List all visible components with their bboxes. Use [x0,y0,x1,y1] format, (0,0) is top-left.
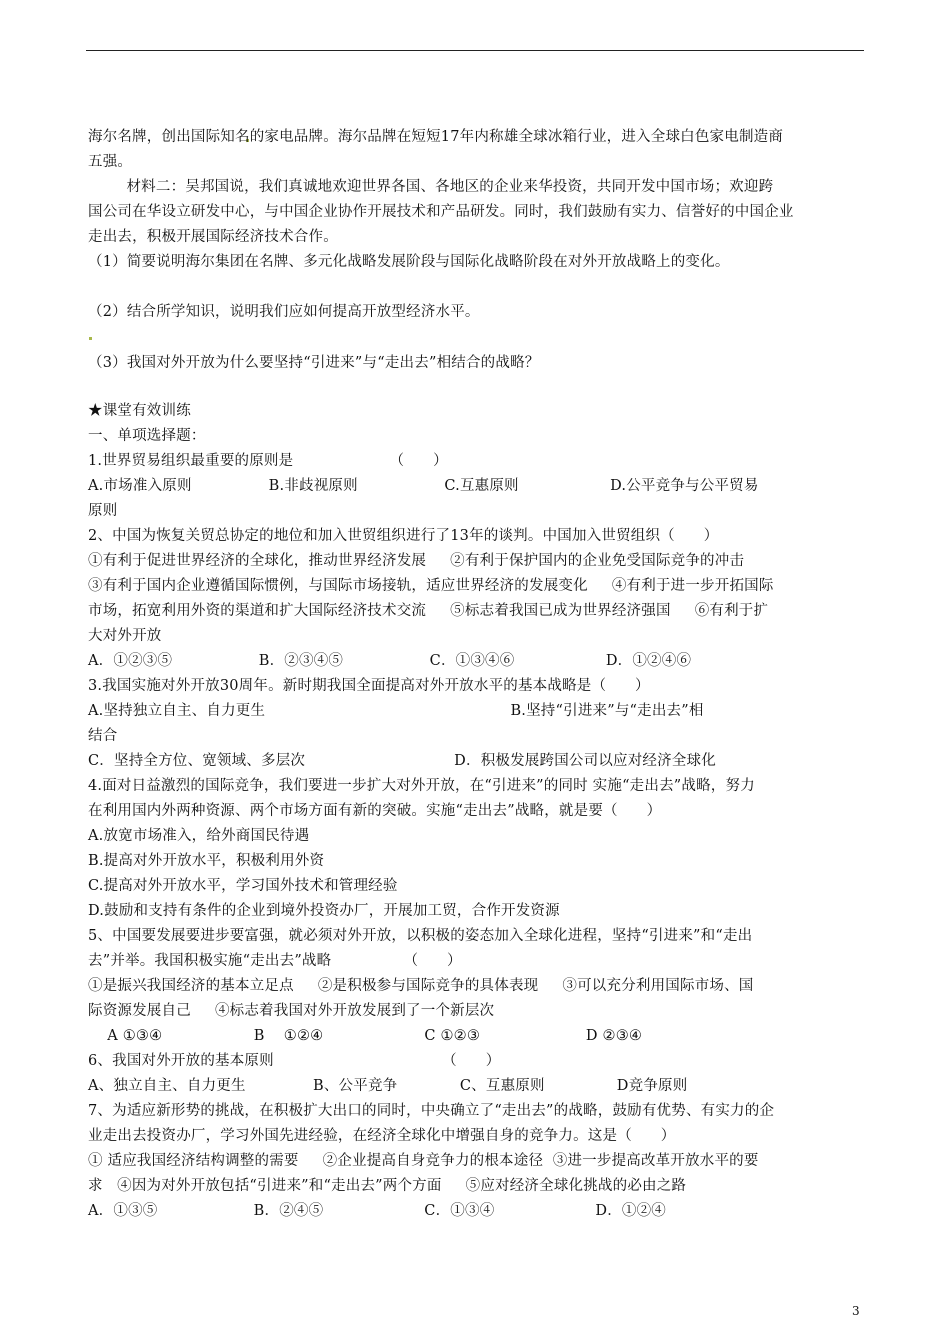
exercise-line: 结合 [88,728,118,744]
question-2: （2）结合所学知识，说明我们应如何提高开放型经济水平。 [88,304,480,320]
exercise-line: 3.我国实施对外开放30周年。新时期我国全面提高对外开放水平的基本战略是（ ） [88,678,650,694]
page-number: 3 [852,1304,860,1318]
material-line: 材料二：吴邦国说，我们真诚地欢迎世界各国、各地区的企业来华投资，共同开发中国市场；欢迎跨 [88,179,774,195]
exercise-line: C.提高对外开放水平，学习国外技术和管理经验 [88,878,398,894]
exercise-line: 在利用国内外两种资源、两个市场方面有新的突破。实施“走出去”战略，就是要（ ） [88,803,662,819]
stray-mark [89,337,92,340]
question-1: （1）简要说明海尔集团在名牌、多元化战略发展阶段与国际化战略阶段在对外开放战略上的变化。 [88,254,730,270]
material-line: 国公司在华设立研发中心，与中国企业协作开展技术和产品研发。同时，我们鼓励有实力、信誉好的中国企业 [88,204,794,220]
exercise-line: C．坚持全方位、宽领域、多层次 D．积极发展跨国公司以应对经济全球化 [88,753,716,769]
exercise-line: 4.面对日益激烈的国际竞争，我们要进一步扩大对外开放，在“引进来”的同时 实施“走出去”战略，努力 [88,778,755,794]
exercise-line: 7、为适应新形势的挑战，在积极扩大出口的同时，中央确立了“走出去”的战略，鼓励有优势、有实力的企 [88,1103,775,1119]
exercise-line: D.鼓励和支持有条件的企业到境外投资办厂，开展加工贸，合作开发资源 [88,903,560,919]
exercise-line: 5、中国要发展要进步要富强，就必须对外开放，以积极的姿态加入全球化进程，坚持“引进来”和“走出 [88,928,753,944]
exercise-line: A.放宽市场准入，给外商国民待遇 [88,828,310,844]
question-3: （3）我国对外开放为什么要坚持“引进来”与“走出去”相结合的战略？ [88,355,540,371]
material-line: 五强。 [88,154,133,170]
exercise-line: A．①③⑤ B．②④⑤ C．①③④ D．①②④ [88,1203,667,1219]
exercise-line: 去”并举。我国积极实施“走出去”战略 （ ） [88,953,462,969]
exercise-line: A.市场准入原则 B.非歧视原则 C.互惠原则 D.公平竞争与公平贸易 [88,478,759,494]
training-heading: ★课堂有效训练 [88,403,191,419]
exercise-line: 大对外开放 [88,628,162,644]
exercise-line: ① 适应我国经济结构调整的需要 ②企业提高自身竞争力的根本途径 ③进一步提高改革开放水平的要 [88,1153,759,1169]
exercise-line: 业走出去投资办厂，学习外国先进经验，在经济全球化中增强自身的竞争力。这是（ ） [88,1128,676,1144]
exercise-line: 1.世界贸易组织最重要的原则是 （ ） [88,453,448,469]
exercise-line: A、独立自主、自力更生 B、公平竞争 C、互惠原则 D竞争原则 [88,1078,688,1094]
exercise-line: B.提高对外开放水平，积极利用外资 [88,853,325,869]
material-line: 海尔名牌，创出国际知名的家电品牌。海尔品牌在短短17年内称雄全球冰箱行业，进入全球白色家电制造商 [88,129,784,145]
material-line: 走出去，积极开展国际经济技术合作。 [88,229,338,245]
exercise-line: ①是振兴我国经济的基本立足点 ②是积极参与国际竞争的具体表现 ③可以充分利用国际市场、国 [88,978,754,994]
exercise-line: 2、中国为恢复关贸总协定的地位和加入世贸组织进行了13年的谈判。中国加入世贸组织（ ） [88,528,719,544]
exercise-line: A.坚持独立自主、自力更生 B.坚持“引进来”与“走出去”相 [88,703,704,719]
exercise-line: 市场，拓宽利用外资的渠道和扩大国际经济技术交流 ⑤标志着我国已成为世界经济强国 ⑥有利于扩 [88,603,769,619]
exercise-line: 求 ④因为对外开放包括“引进来”和“走出去”两个方面 ⑤应对经济全球化挑战的必由之路 [88,1178,687,1194]
exercise-line: A ①③④ B ①②④ C ①②③ D ②③④ [88,1028,643,1044]
exercise-line: 原则 [88,503,118,519]
exercise-line: 际资源发展自己 ④标志着我国对外开放发展到了一个新层次 [88,1003,495,1019]
exercise-line: A．①②③⑤ B．②③④⑤ C．①③④⑥ D．①②④⑥ [88,653,692,669]
section-heading: 一、单项选择题： [88,428,206,444]
exercise-line: 6、我国对外开放的基本原则 （ ） [88,1053,501,1069]
exercise-line: ③有利于国内企业遵循国际惯例，与国际市场接轨，适应世界经济的发展变化 ④有利于进一步开拓国际 [88,578,774,594]
header-rule [86,50,864,51]
exercise-line: ①有利于促进世界经济的全球化，推动世界经济发展 ②有利于保护国内的企业免受国际竞争的冲击 [88,553,745,569]
